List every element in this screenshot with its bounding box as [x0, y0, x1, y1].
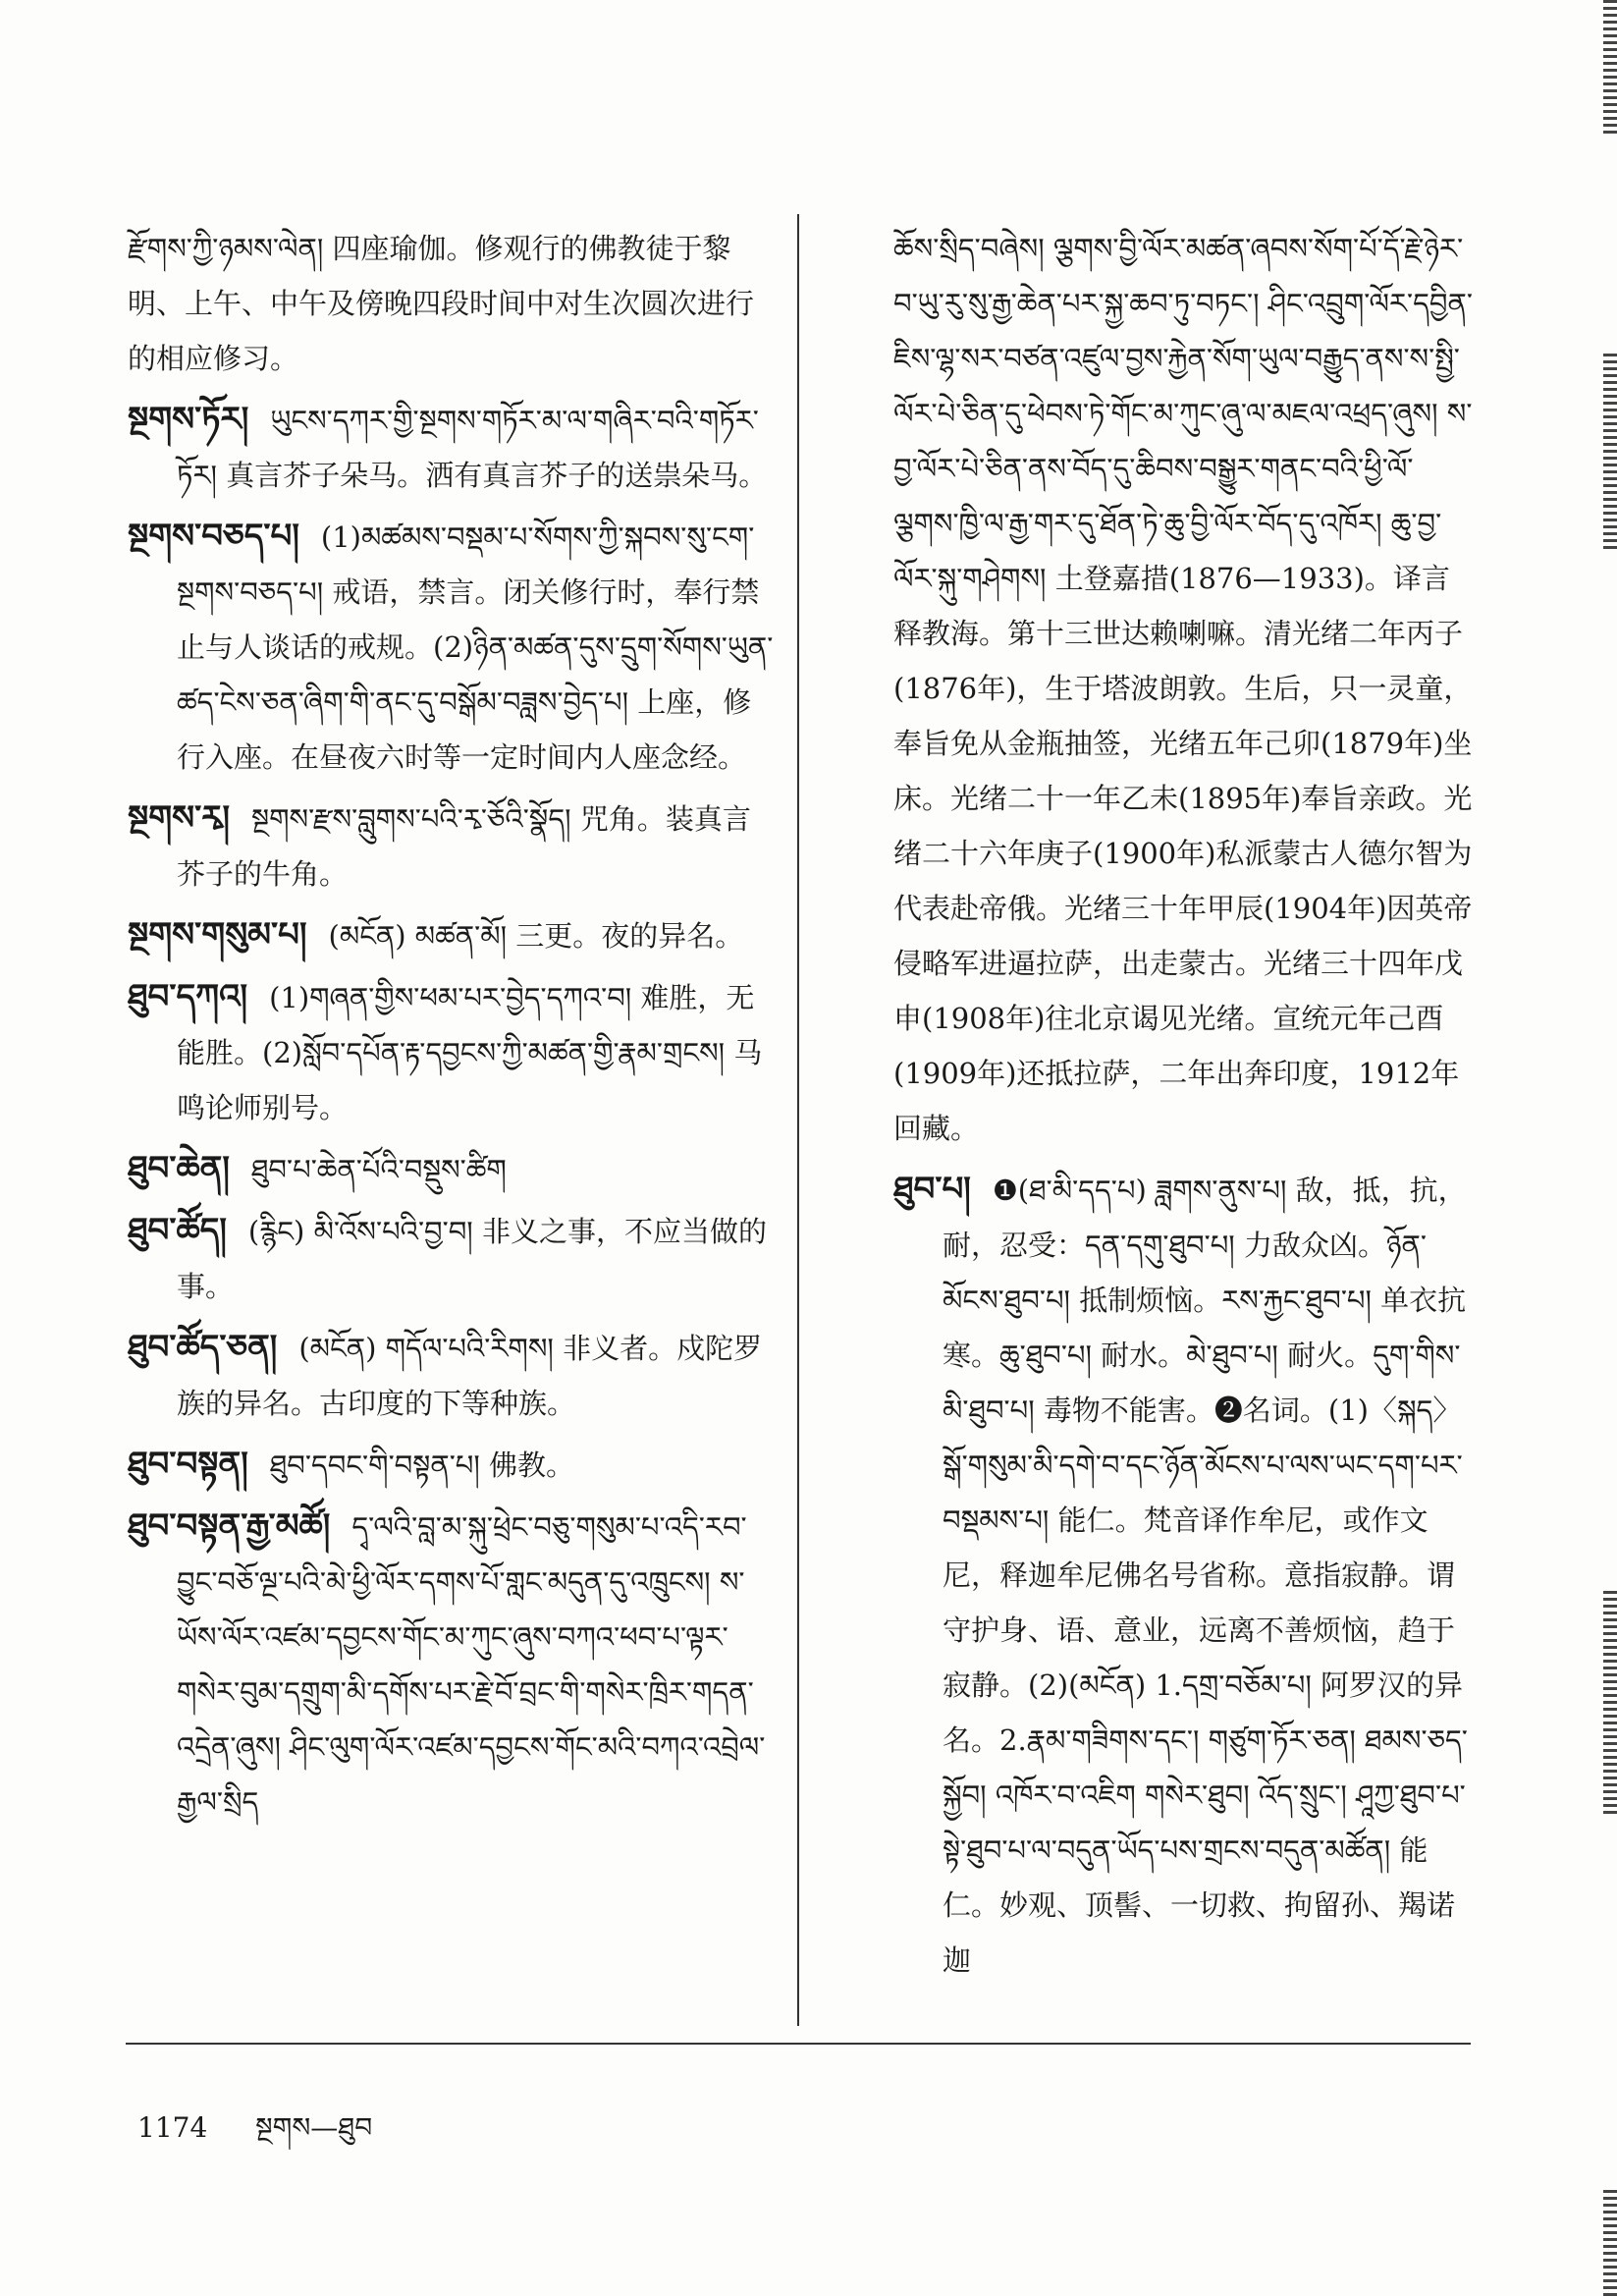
dictionary-entry — [128, 907, 776, 963]
dictionary-entry — [128, 221, 776, 386]
entry-definition: ཐུབ་དབང་གི་བསྟན་པ། 佛教。 — [269, 1449, 575, 1482]
dictionary-entry — [128, 791, 776, 902]
scan-edge-mark — [1603, 354, 1617, 550]
scan-edge-mark — [1603, 1591, 1617, 1817]
entry-headword: ཐུབ་པ། — [893, 1170, 971, 1209]
dictionary-entry — [128, 1203, 776, 1314]
entry-definition: (1)མཚམས་བསྡམ་པ་སོགས་ཀྱི་སྐབས་སུ་ངག་སྔགས་བཅད་པ། 戒语，禁言。闭关修行时，奉行禁止与人谈话的戒规。(2)ཉིན་མཚན་དུས་དྲུག་སོགས་ཡུན་ཚད་ངེས་ཅན་ཞིག་གི་ནང་དུ་བསྒོམ་བཟླས་བྱེད་པ། 上座，修行入座。在昼夜六时等一定时间内人座念经。 — [177, 520, 774, 774]
right-column — [893, 221, 1475, 1994]
dictionary-entry — [128, 392, 776, 503]
footer-rule — [126, 2043, 1471, 2045]
column-divider — [797, 214, 799, 2026]
entry-definition: ❶(ཐ་མི་དད་པ) ཟླགས་ནུས་པ། 敌，抵，抗，耐，忍受：དན་དགུ་ཐུབ་པ། 力敌众凶。ཉོན་མོངས་ཐུབ་པ། 抵制烦恼。རས་རྐྱང་ཐུབ་པ། 单衣抗寒。ཆུ་ཐུབ་པ། 耐水。མེ་ཐུབ་པ། 耐火。དུག་གིས་མི་ཐུབ་པ། 毒物不能害。❷名词。(1)〈སྐད〉སྒོ་གསུམ་མི་དགེ་བ་དང་ཉོན་མོངས་པ་ལས་ཡང་དག་པར་བསྡམས་པ། 能仁。梵音译作牟尼，或作文尼，释迦牟尼佛名号省称。意指寂静。谓守护身、语、意业，远离不善烦恼，趋于寂静。(2)(མངོན) 1.དགྲ་བཅོམ་པ། 阿罗汉的异名。2.རྣམ་གཟིགས་དང་། གཙུག་ཏོར་ཅན། ཐམས་ཅད་སྐྱོབ། འཁོར་བ་འཇིག གསེར་ཐུབ། འོད་སྲུང་། ཤཱཀྱ་ཐུབ་པ་སྟེ་ཐུབ་པ་ལ་བདུན་ཡོད་པས་གྲངས་བདུན་མཚོན། 能仁。妙观、顶髻、一切救、拘留孙、羯诺迦 — [943, 1174, 1468, 1977]
entry-definition: རྫོགས་ཀྱི་ཉམས་ལེན། 四座瑜伽。修观行的佛教徒于黎明、上午、中午及傍晚四段时间中对生次圆次进行的相应修习。 — [128, 232, 755, 375]
dictionary-entry — [128, 509, 776, 785]
entry-definition: དྭ་ལའི་བླ་མ་སྐུ་ཕྲེང་བཅུ་གསུམ་པ་འདི་རབ་བྱུང་བཅོ་ལྔ་པའི་མེ་ཕྱི་ལོར་དགས་པོ་གླང་མདུན་དུ་འཁྲུངས། ས་ཡོས་ལོར་འཛམ་དབྱངས་གོང་མ་ཀུང་ཞུས་བཀའ་ཕབ་པ་ལྟར་གསེར་བུམ་དགྲུག་མི་དགོས་པར་རྗེ་བོ་བྲང་གི་གསེར་ཁྲིར་གདན་འདྲེན་ཞུས། ཤིང་ལུག་ལོར་འཛམ་དབྱངས་གོང་མའི་བཀའ་འབྲེལ་རྒྱལ་སྲིད — [177, 1510, 766, 1819]
entry-headword: སྔགས་རྭ། — [128, 798, 231, 838]
dictionary-entry — [128, 1437, 776, 1493]
entry-headword: ཐུབ་ཚོད། — [128, 1211, 227, 1250]
page-range: སྔགས—ཐུབ — [255, 2111, 373, 2144]
entry-definition: (མངོན) གདོལ་པའི་རིགས། 非义者。戍陀罗族的异名。古印度的下等种族。 — [177, 1332, 763, 1420]
entry-headword: ཐུབ་ཚོད་ཅན། — [128, 1328, 278, 1367]
dictionary-entry — [893, 1162, 1475, 1988]
left-column — [128, 221, 776, 1835]
entry-headword: ཐུབ་དཀའ། — [128, 977, 248, 1016]
dictionary-entry — [128, 1141, 776, 1197]
scan-edge-mark — [1603, 0, 1617, 137]
page-footer — [137, 2097, 372, 2174]
entry-definition: (1)གཞན་གྱིས་ཕམ་པར་བྱེད་དཀའ་བ། 难胜，无能胜。(2)སློབ་དཔོན་རྟ་དབྱངས་ཀྱི་མཚན་གྱི་རྣམ་གྲངས། 马鸣论师别号。 — [177, 981, 763, 1124]
entry-headword: སྔགས་ཏོར། — [128, 400, 249, 439]
scan-edge-mark — [1603, 2190, 1617, 2296]
entry-headword: ཐུབ་བསྟན། — [128, 1445, 248, 1484]
dictionary-entry — [128, 969, 776, 1135]
entry-definition: སྔགས་རྫས་བླུགས་པའི་རྭ་ཅོའི་སྣོད། 咒角。装真言芥子的牛角。 — [177, 802, 751, 891]
entry-definition: ཆོས་སྲིད་བཞེས། ལྕགས་བྱི་ལོར་མཚན་ཞབས་སོག་པོ་དོ་རྗེ་ཉེར་བ་ཡུ་རུ་སུ་རྒྱ་ཆེན་པར་སྐྱ་ཆབ་ཏུ་བཏང་། ཤིང་འབྲུག་ལོར་དབྱིན་ཇིས་ལྷ་སར་བཙན་འཛུལ་བྱས་རྐྱེན་སོག་ཡུལ་བརྒྱུད་ནས་ས་སྤྱི་ལོར་པེ་ཅིན་དུ་ཕེབས་ཏེ་གོང་མ་ཀུང་ཞུ་ལ་མཇལ་འཕྲད་ཞུས། ས་བྱ་ལོར་པེ་ཅིན་ནས་བོད་དུ་ཆིབས་བསྒྱུར་གནང་བའི་ཕྱི་ལོ་ལྕགས་ཁྱི་ལ་རྒྱ་གར་དུ་ཐོན་ཏེ་ཆུ་བྱི་ལོར་བོད་དུ་འཁོར། ཆུ་བྱ་ལོར་སྐུ་གཤེགས། 土登嘉措(1876—1933)。译言释教海。第十三世达赖喇嘛。清光绪二年丙子(1876年)，生于塔波朗敦。生后，只一灵童，奉旨免从金瓶抽签，光绪五年己卯(1879年)坐床。光绪二十一年乙未(1895年)奉旨亲政。光绪二十六年庚子(1900年)私派蒙古人德尔智为代表赴帝俄。光绪三十年甲辰(1904年)因英帝侵略军进逼拉萨，出走蒙古。光绪三十四年戊申(1908年)往北京谒见光绪。宣统元年己酉(1909年)还抵拉萨，二年出奔印度，1912年回藏。 — [893, 232, 1473, 1145]
dictionary-entry — [893, 221, 1475, 1156]
entry-headword: ཐུབ་བསྟན་རྒྱ་མཚོ། — [128, 1506, 331, 1546]
entry-definition: ཡུངས་དཀར་གྱི་སྔགས་གཏོར་མ་ལ་གཞིར་བའི་གཏོར་ཏོར། 真言芥子朵马。洒有真言芥子的送祟朵马。 — [177, 404, 768, 492]
dictionary-entry — [128, 1499, 776, 1830]
entry-definition: (རྙིང) མི་འོས་པའི་བྱ་བ། 非义之事，不应当做的事。 — [177, 1215, 767, 1303]
page-number: 1174 — [137, 2111, 208, 2144]
entry-headword: སྔགས་གསུམ་པ། — [128, 915, 307, 955]
dictionary-entry — [128, 1320, 776, 1431]
entry-definition: ཐུབ་པ་ཆེན་པོའི་བསྡུས་ཚིག — [250, 1153, 507, 1186]
entry-headword: ཐུབ་ཆེན། — [128, 1149, 230, 1188]
entry-definition: (མངོན) མཚན་མོ། 三更。夜的异名。 — [328, 919, 744, 953]
entry-headword: སྔགས་བཅད་པ། — [128, 517, 299, 556]
